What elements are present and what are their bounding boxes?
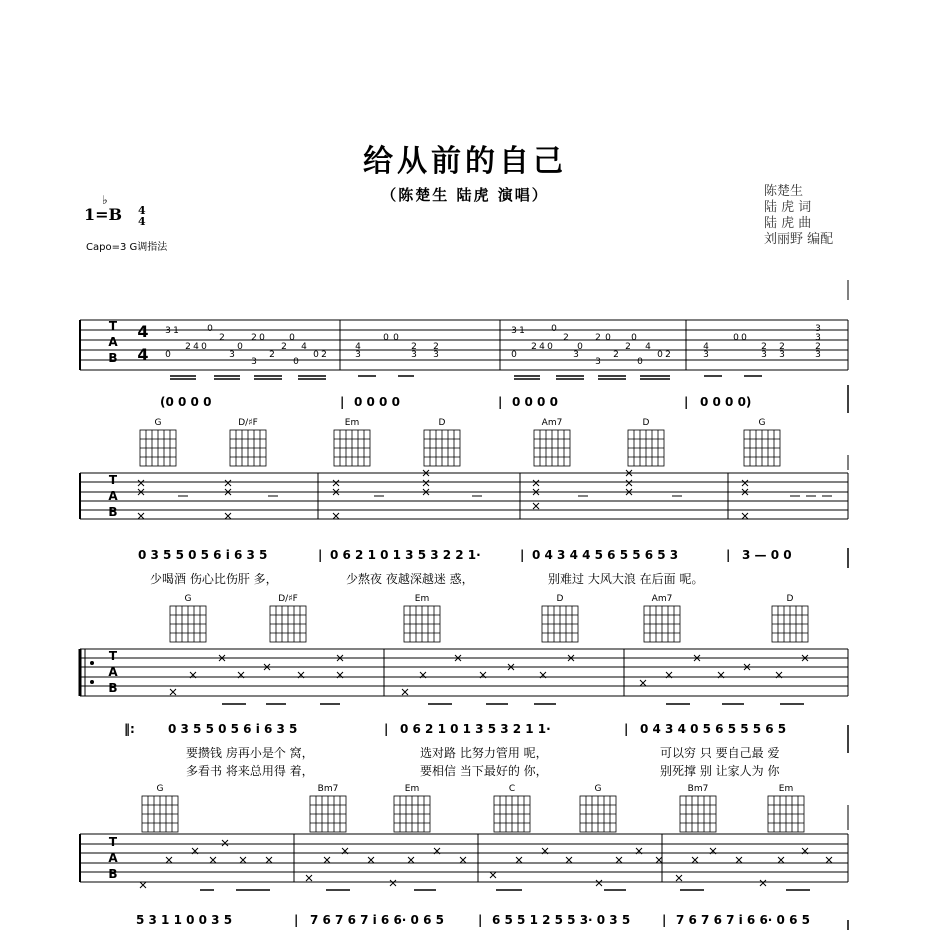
svg-text:2: 2 — [219, 333, 225, 343]
barline: | — [340, 395, 345, 409]
credit-line: 陈楚生 — [764, 184, 804, 199]
svg-text:2: 2 — [269, 350, 275, 360]
chord-name: G — [154, 418, 162, 428]
key-flat: ♭ — [102, 193, 108, 207]
meter-top: 4 — [138, 204, 146, 217]
tab-label-a: A — [108, 335, 118, 349]
strum-marks-4 — [140, 840, 832, 888]
notation-measure: 0 0 0 0 — [512, 395, 558, 409]
credit-line: 陆 虎 曲 — [764, 216, 812, 231]
tab-time-signature — [137, 322, 148, 364]
svg-text:0: 0 — [605, 333, 611, 343]
svg-text:2: 2 — [185, 342, 191, 352]
svg-text:0: 0 — [383, 333, 389, 343]
svg-text:2: 2 — [251, 333, 257, 343]
svg-text:0: 0 — [393, 333, 399, 343]
svg-text:2: 2 — [665, 350, 671, 360]
notation-measure: 0 6 2 1 0 1 3 5 3 2 2 1· — [330, 548, 481, 562]
tab-label-t: T — [108, 835, 118, 849]
chord-name: D/♯F — [238, 418, 258, 428]
strum-marks-3 — [170, 655, 808, 695]
svg-text:0: 0 — [313, 350, 319, 360]
svg-text:0: 0 — [237, 342, 243, 352]
barline: | — [520, 548, 525, 562]
notation-measure: 0 4 3 4 0 5 6 5 5 5 6 5 — [640, 722, 787, 736]
svg-text:3: 3 — [511, 326, 517, 336]
chord-name: D — [642, 418, 650, 428]
svg-text:0: 0 — [631, 333, 637, 343]
svg-text:3: 3 — [165, 326, 171, 336]
notation-measure: 0 4 3 4 4 5 6 5 5 6 5 3 — [532, 548, 679, 562]
lyric-line: 别难过 大风大浪 在后面 呢。 — [548, 572, 704, 586]
chord-name: Em — [778, 784, 794, 794]
barline: | — [318, 548, 323, 562]
notation-measure: 6 5 5 1 2 5 5 3· 0 3 5 — [492, 913, 631, 927]
key-prefix: 1= — [84, 205, 109, 224]
chord-name: C — [508, 784, 516, 794]
tab-staff-2 — [80, 455, 848, 519]
svg-text:2: 2 — [625, 342, 631, 352]
svg-text:2: 2 — [613, 350, 619, 360]
svg-text:2: 2 — [411, 342, 417, 352]
tab-label-a: A — [108, 489, 118, 503]
chord-name: G — [184, 594, 192, 604]
lyric-line: 要相信 当下最好的 你， — [420, 764, 548, 778]
tab-staff-4 — [80, 805, 848, 882]
tab-label-t: T — [108, 649, 118, 663]
svg-text:3: 3 — [815, 333, 821, 343]
notation-measure: 7 6 7 6 7 i 6 6· 0 6 5 — [310, 913, 444, 927]
lyric-line: 选对路 比努力管用 呢， — [420, 746, 548, 760]
barline: | — [662, 913, 667, 927]
chord-name: D/♯F — [278, 594, 298, 604]
chord-name: D — [438, 418, 446, 428]
tab-staff-1 — [80, 280, 848, 370]
tab-label-b: B — [108, 505, 118, 519]
svg-text:0: 0 — [551, 324, 557, 334]
song-title: 给从前的自己 — [363, 144, 567, 179]
tab-label-b: B — [108, 867, 118, 881]
barline: | — [478, 913, 483, 927]
svg-text:2: 2 — [595, 333, 601, 343]
chord-name: Em — [344, 418, 360, 428]
notation-measure: 0 3 5 5 0 5 6 i 6 3 5 — [168, 722, 298, 736]
notation-measure: 0 0 0 0) — [700, 395, 752, 409]
barline: | — [384, 722, 389, 736]
tab-label-t: T — [108, 473, 118, 487]
key-note: B — [108, 205, 123, 224]
svg-text:3: 3 — [573, 350, 579, 360]
notation-measure: (0 0 0 0 — [160, 395, 212, 409]
notation-measure: 3 — 0 0 — [742, 548, 792, 562]
svg-text:3: 3 — [595, 357, 601, 367]
capo-note: Capo=3 G调指法 — [86, 242, 168, 253]
tab-label-b: B — [108, 351, 118, 365]
svg-text:3: 3 — [229, 350, 235, 360]
chord-name: Em — [404, 784, 420, 794]
svg-text:2: 2 — [321, 350, 327, 360]
svg-text:0: 0 — [207, 324, 213, 334]
lyric-line: 别死撑 别 让家人为 你 — [660, 764, 780, 778]
barline: | — [624, 722, 629, 736]
chord-name: D — [786, 594, 794, 604]
tab-label-t: T — [108, 319, 118, 333]
svg-text:4: 4 — [703, 342, 709, 352]
svg-text:4: 4 — [539, 342, 545, 352]
tab-label-a: A — [108, 851, 118, 865]
chord-name: Bm7 — [317, 784, 339, 794]
barline: | — [294, 913, 299, 927]
svg-text:4: 4 — [193, 342, 199, 352]
svg-text:3: 3 — [703, 350, 709, 360]
svg-text:3: 3 — [815, 324, 821, 334]
svg-text:3: 3 — [815, 350, 821, 360]
repeat-start: ‖: — [124, 722, 135, 736]
lyric-line: 多看书 将来总用得 着， — [186, 764, 314, 778]
chord-name: Em — [414, 594, 430, 604]
svg-text:0: 0 — [201, 342, 207, 352]
lyric-line: 可以穷 只 要自己最 爱 — [660, 746, 780, 760]
svg-text:0: 0 — [637, 357, 643, 367]
credit-line: 陆 虎 词 — [764, 200, 812, 215]
credit-line: 刘丽野 编配 — [764, 232, 834, 247]
svg-text:3: 3 — [411, 350, 417, 360]
meter-bottom: 4 — [138, 215, 146, 228]
chord-name: G — [594, 784, 602, 794]
notation-measure: 0 3 5 5 0 5 6 i 6 3 5 — [138, 548, 268, 562]
chord-name: Am7 — [541, 418, 563, 428]
chord-name: G — [758, 418, 766, 428]
notation-measure: 5 3 1 1 0 0 3 5 — [136, 913, 233, 927]
svg-text:2: 2 — [779, 342, 785, 352]
svg-text:2: 2 — [433, 342, 439, 352]
notation-measure: 7 6 7 6 7 i 6 6· 0 6 5 — [676, 913, 810, 927]
svg-text:4: 4 — [645, 342, 651, 352]
svg-text:4: 4 — [301, 342, 307, 352]
tab-label-b: B — [108, 681, 118, 695]
svg-text:3: 3 — [779, 350, 785, 360]
svg-text:0: 0 — [657, 350, 663, 360]
barline: | — [498, 395, 503, 409]
svg-text:0: 0 — [733, 333, 739, 343]
barline: | — [684, 395, 689, 409]
svg-text:2: 2 — [531, 342, 537, 352]
barline: | — [726, 548, 731, 562]
svg-text:0: 0 — [293, 357, 299, 367]
svg-text:2: 2 — [281, 342, 287, 352]
svg-text:3: 3 — [355, 350, 361, 360]
svg-text:2: 2 — [761, 342, 767, 352]
svg-text:4: 4 — [355, 342, 361, 352]
svg-text:3: 3 — [433, 350, 439, 360]
svg-text:3: 3 — [251, 357, 257, 367]
svg-text:3: 3 — [761, 350, 767, 360]
svg-text:4: 4 — [137, 322, 149, 341]
svg-text:1: 1 — [519, 326, 525, 336]
beams-1 — [170, 376, 762, 379]
svg-text:1: 1 — [173, 326, 179, 336]
chord-name: Bm7 — [687, 784, 709, 794]
notation-measure: 0 0 0 0 — [354, 395, 400, 409]
svg-text:0: 0 — [165, 350, 171, 360]
chord-name: D — [556, 594, 564, 604]
svg-text:0: 0 — [547, 342, 553, 352]
chord-name: G — [156, 784, 164, 794]
notation-measure: 0 6 2 1 0 1 3 5 3 2 1 1· — [400, 722, 551, 736]
svg-text:0: 0 — [741, 333, 747, 343]
song-subtitle: （陈楚生 陆虎 演唱） — [381, 186, 549, 204]
tab-label-a: A — [108, 665, 118, 679]
svg-text:0: 0 — [259, 333, 265, 343]
svg-text:0: 0 — [289, 333, 295, 343]
lyric-line: 少喝酒 伤心比伤肝 多， — [150, 572, 278, 586]
svg-text:0: 0 — [511, 350, 517, 360]
svg-text:2: 2 — [815, 342, 821, 352]
chord-name: Am7 — [651, 594, 673, 604]
svg-text:0: 0 — [577, 342, 583, 352]
lyric-line: 少熬夜 夜越深越迷 惑， — [346, 572, 474, 586]
lyric-line: 要攒钱 房再小是个 窝， — [186, 746, 314, 760]
svg-text:2: 2 — [563, 333, 569, 343]
svg-text:4: 4 — [137, 345, 149, 364]
